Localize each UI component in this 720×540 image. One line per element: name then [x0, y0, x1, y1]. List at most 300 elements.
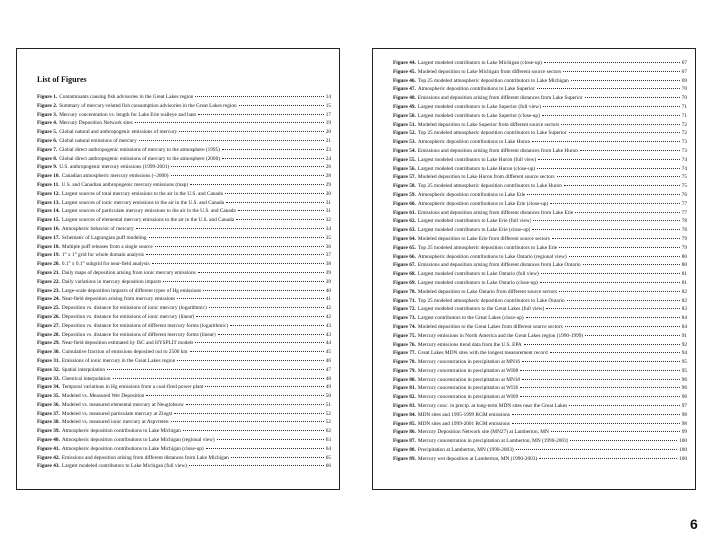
figure-page-number: 62: [325, 428, 331, 435]
figure-label: Figure 46.: [393, 77, 416, 84]
dot-leader: [575, 212, 679, 213]
figure-title: Multiple puff releases from a single source: [61, 243, 153, 250]
figure-page-number: 75: [681, 174, 687, 181]
figure-title: Modeled deposition to the Great Lakes from different source sectors: [417, 323, 563, 330]
figure-entry: [37, 146, 331, 155]
figure-entry: [393, 402, 687, 411]
figure-title: Mercury concentration in precipitation at MN16: [417, 359, 521, 366]
dot-leader: [569, 405, 680, 406]
figure-entry: [393, 244, 687, 253]
figure-label: Figure 29.: [37, 340, 60, 347]
figure-entry: [37, 243, 331, 252]
figure-entry: [393, 305, 687, 314]
figure-entry: [37, 375, 331, 384]
figure-entry: [37, 207, 331, 216]
dot-leader: [206, 448, 324, 449]
figure-page-number: 92: [681, 341, 687, 348]
figure-title: Global natural emissions of mercury: [59, 137, 137, 144]
figure-label: Figure 60.: [393, 200, 416, 207]
dot-leader: [551, 431, 680, 432]
figure-page-number: 84: [681, 315, 687, 322]
dot-leader: [203, 290, 324, 291]
figure-page-number: 79: [681, 235, 687, 242]
dot-leader: [113, 378, 324, 379]
dot-leader: [538, 159, 680, 160]
figure-title: Mercury concentration in precipitation at WI36: [417, 385, 519, 392]
dot-leader: [186, 404, 324, 405]
figure-title: Atmospheric deposition contributions to Lake Erie (close-up): [417, 200, 549, 207]
figure-page-number: 74: [681, 156, 687, 163]
figure-title: Summary of mercury-related fish consumption advisories in the Great Lakes region: [59, 102, 237, 109]
dot-leader: [177, 298, 323, 299]
figure-title: Modeled vs. measured elemental mercury at Neuglobsow: [61, 401, 184, 408]
figure-page-number: 95: [681, 367, 687, 374]
dot-leader: [196, 316, 323, 317]
figure-entry: [393, 77, 687, 86]
figure-page-number: 21: [325, 137, 331, 144]
figure-label: Figure 17.: [37, 234, 60, 241]
figure-title: Global direct anthropogenic emissions of mercury to the atmosphere (2000): [59, 155, 220, 162]
figure-page-number: 51: [325, 401, 331, 408]
figure-title: Modeled deposition to Lake Michigan from different source sectors: [417, 68, 562, 75]
dot-leader: [177, 360, 323, 361]
figure-label: Figure 51.: [393, 121, 416, 128]
figure-entry: [393, 288, 687, 297]
figure-title: Daily variations in mercury deposition impacts: [61, 278, 162, 285]
figure-title: Largest modeled contributors to Lake Erie (close-up): [417, 227, 531, 234]
figure-entry: [37, 313, 331, 322]
figure-label: Figure 34.: [37, 384, 60, 391]
figure-page-number: 52: [325, 410, 331, 417]
figure-label: Figure 43.: [37, 463, 60, 470]
figure-title: Chemical interpolation: [61, 375, 111, 382]
figure-entry: [37, 348, 331, 357]
figure-entry: [37, 295, 331, 304]
figure-title: Mercury concentration in precipitation at MN18: [417, 376, 521, 383]
figure-page-number: 77: [681, 200, 687, 207]
figure-page-number: 15: [325, 102, 331, 109]
dot-leader: [520, 387, 679, 388]
figure-title: Deposition vs. distance for emissions of different mercury forms (linear): [61, 331, 216, 338]
figure-label: Figure 80.: [393, 376, 416, 383]
figure-title: Atmospheric deposition contributions to Lake Michigan (regional view): [61, 437, 215, 444]
figure-title: Largest modeled contributors to Lake Ontario (full view): [417, 271, 539, 278]
figure-entry: [393, 235, 687, 244]
slide-page-number: 6: [690, 516, 698, 532]
figure-label: Figure 47.: [393, 86, 416, 93]
figure-page-number: 70: [681, 95, 687, 102]
figure-page-number: 81: [681, 279, 687, 286]
figure-list-left: [37, 93, 331, 471]
figure-page-number: 64: [325, 445, 331, 452]
figure-label: Figure 66.: [393, 253, 416, 260]
dot-leader: [179, 131, 324, 132]
figure-page-number: 96: [681, 385, 687, 392]
figure-page-number: 32: [325, 217, 331, 224]
figure-label: Figure 42.: [37, 454, 60, 461]
dot-leader: [524, 344, 680, 345]
figure-title: Large-scale deposition impacts of different types of Hg emissions: [61, 287, 202, 294]
figure-label: Figure 11.: [37, 181, 60, 188]
dot-leader: [542, 115, 680, 116]
figure-label: Figure 14.: [37, 208, 60, 215]
figure-page-number: 44: [325, 340, 331, 347]
figure-label: Figure 31.: [37, 357, 60, 364]
figure-page-number: 29: [325, 181, 331, 188]
figure-page-number: 42: [325, 313, 331, 320]
figure-page-number: 100: [679, 438, 687, 445]
dot-leader: [107, 369, 324, 370]
figure-entry: [393, 437, 687, 446]
dot-leader: [563, 71, 679, 72]
figure-title: Modeled vs. measured ionic mercury at Aspvreten: [61, 419, 169, 426]
figure-entry: [37, 128, 331, 137]
figure-title: Largest modeled contributors to Lake Michigan (close-up): [417, 60, 542, 66]
figure-page-number: 45: [325, 349, 331, 356]
figure-page-number: 71: [681, 112, 687, 119]
figure-label: Figure 89.: [393, 455, 416, 462]
figure-entry: [393, 85, 687, 94]
figure-title: Mercury concentration vs. length for Lake Erie walleye and bass: [59, 111, 197, 118]
figure-label: Figure 16.: [37, 225, 60, 232]
figure-page-number: 67: [681, 68, 687, 75]
figure-entry: [37, 445, 331, 454]
figure-page-number: 42: [325, 305, 331, 312]
dot-leader: [230, 325, 324, 326]
figure-label: Figure 5.: [37, 129, 58, 136]
dot-leader: [146, 395, 323, 396]
figure-page-number: 28: [325, 173, 331, 180]
figure-entry: [393, 420, 687, 429]
dot-leader: [218, 334, 324, 335]
figure-entry: [393, 297, 687, 306]
dot-leader: [238, 210, 324, 211]
dot-leader: [222, 158, 324, 159]
figure-entry: [393, 253, 687, 262]
dot-leader: [540, 282, 680, 283]
dot-leader: [209, 307, 324, 308]
figure-label: Figure 86.: [393, 429, 416, 436]
figure-entry: [393, 138, 687, 147]
figure-label: Figure 7.: [37, 146, 58, 153]
figure-page-number: 100: [679, 447, 687, 454]
figure-entry: [37, 260, 331, 269]
figure-title: Mercury wet deposition at Lamberton, MN (1990-2003): [417, 455, 538, 462]
figure-title: Atmospheric behavior of mercury: [61, 225, 134, 232]
figure-title: 0.1° x 0.1° subgrid for near-field analysis: [61, 261, 150, 268]
figure-label: Figure 79.: [393, 367, 416, 374]
figure-entry: [393, 261, 687, 270]
figure-title: Spatial interpolation: [61, 366, 105, 373]
figure-entry: [37, 225, 331, 234]
figure-page-number: 52: [325, 419, 331, 426]
dot-leader: [532, 229, 679, 230]
figure-title: Cumulative fraction of emissions deposited out to 2500 km: [61, 349, 188, 356]
dot-leader: [135, 122, 324, 123]
figure-label: Figure 28.: [37, 331, 60, 338]
figure-label: Figure 25.: [37, 305, 60, 312]
figure-page-number: 80: [681, 253, 687, 260]
figure-title: Largest sources of ionic mercury emissions to the air in the U.S. and Canada: [61, 199, 225, 206]
figure-entry: [37, 102, 331, 111]
figure-page-number: 67: [681, 60, 687, 66]
figure-page-number: 91: [681, 332, 687, 339]
figure-title: Schematic of Lagrangian puff modeling: [61, 234, 147, 241]
figure-page-number: 46: [325, 357, 331, 364]
figure-entry: [37, 181, 331, 190]
dot-leader: [527, 194, 679, 195]
figure-page-number: 65: [325, 454, 331, 461]
dot-leader: [516, 449, 677, 450]
figure-entry: [393, 68, 687, 77]
figure-label: Figure 58.: [393, 183, 416, 190]
dot-leader: [546, 308, 679, 309]
figure-title: Largest modeled contributors to Lake Superior (full view): [417, 103, 541, 110]
figure-entry: [393, 393, 687, 402]
figure-title: Atmospheric deposition contributions to Lake Huron: [417, 139, 531, 146]
figure-title: Modeled deposition to Lake Superior from different source sectors: [417, 121, 560, 128]
figure-title: Mercury concentration in precipitation at WI08: [417, 367, 519, 374]
figure-title: Contaminants causing fish advisories in the Great Lakes region: [59, 94, 194, 100]
figure-label: Figure 65.: [393, 244, 416, 251]
dot-leader: [225, 193, 324, 194]
dot-leader: [139, 140, 324, 141]
figure-title: Deposition vs. distance for emissions of different mercury forms (logarithmic): [61, 322, 228, 329]
figure-entry: [393, 94, 687, 103]
figure-page-number: 99: [681, 429, 687, 436]
dot-leader: [239, 105, 324, 106]
figure-entry: [37, 410, 331, 419]
figure-title: Modeled deposition to Lake Huron from different source sectors: [417, 174, 555, 181]
figure-page-number: 40: [325, 287, 331, 294]
figure-label: Figure 59.: [393, 191, 416, 198]
dot-leader: [236, 219, 324, 220]
figure-title: Largest sources of particulate mercury emissions to the air in the U.S. and Canada: [61, 208, 236, 215]
dot-leader: [512, 414, 680, 415]
figure-entry: [393, 455, 687, 464]
figure-title: Modeled deposition to Lake Erie from different source sectors: [417, 235, 550, 242]
figure-title: Emissions and deposition arising from different distances from Lake Superior: [417, 95, 583, 102]
figure-entry: [393, 341, 687, 350]
figure-entry: [393, 165, 687, 174]
dot-leader: [146, 254, 324, 255]
figure-page-number: 30: [325, 190, 331, 197]
figure-page-number: 50: [325, 393, 331, 400]
figure-title: Near-field deposition estimated by ISC and HYSPLIT models: [61, 340, 194, 347]
figure-entry: [393, 209, 687, 218]
figure-label: Figure 78.: [393, 359, 416, 366]
figure-title: Largest modeled contributors to Lake Huron (close-up): [417, 165, 536, 172]
figure-label: Figure 84.: [393, 411, 416, 418]
figure-entry: [37, 251, 331, 260]
dot-leader: [552, 238, 680, 239]
figure-title: Emissions of ionic mercury in the Great Lakes region: [61, 357, 176, 364]
figure-entry: [37, 392, 331, 401]
figure-label: Figure 15.: [37, 217, 60, 224]
figure-title: Emissions and deposition arising from different distances from Lake Huron: [417, 147, 578, 154]
figure-entry: [393, 358, 687, 367]
figure-label: Figure 72.: [393, 306, 416, 313]
dot-leader: [163, 281, 323, 282]
figure-label: Figure 21.: [37, 269, 60, 276]
figure-page-number: 43: [325, 331, 331, 338]
figure-title: Global natural and anthropogenic emissions of mercury: [59, 129, 178, 136]
figure-entry: [37, 119, 331, 128]
figure-page-number: 72: [681, 130, 687, 137]
figure-title: Modeled vs. Measured Wet Deposition: [61, 393, 145, 400]
dot-leader: [561, 124, 679, 125]
figure-page-number: 19: [325, 120, 331, 127]
figure-entry: [393, 103, 687, 112]
figure-label: Figure 38.: [37, 419, 60, 426]
figure-entry: [37, 269, 331, 278]
figure-title: Largest contributors to the Great Lakes (close-up): [417, 315, 524, 322]
figure-label: Figure 13.: [37, 199, 60, 206]
figure-entry: [393, 384, 687, 393]
figure-title: Mercury Deposition Network sites: [59, 120, 133, 127]
dot-leader: [537, 168, 680, 169]
dot-leader: [222, 149, 324, 150]
figure-title: Mercury emissions trend data from the U.S. EPA: [417, 341, 522, 348]
figure-page-number: 78: [681, 218, 687, 225]
figure-entry: [393, 59, 687, 68]
figure-label: Figure 74.: [393, 323, 416, 330]
figure-label: Figure 19.: [37, 252, 60, 259]
figure-label: Figure 49.: [393, 103, 416, 110]
figure-label: Figure 33.: [37, 375, 60, 382]
figure-label: Figure 6.: [37, 137, 58, 144]
figure-title: Largest modeled contributors to Lake Superior (close-up): [417, 112, 540, 119]
figure-page-number: 98: [681, 420, 687, 427]
dot-leader: [571, 80, 680, 81]
figure-entry: [37, 137, 331, 146]
figure-title: Top 25 modeled atmospheric deposition contributors to Lake Huron: [417, 183, 562, 190]
figure-entry: [37, 287, 331, 296]
dot-leader: [189, 465, 324, 466]
figure-title: Atmospheric deposition contributions to Lake Erie: [417, 191, 526, 198]
dot-leader: [171, 166, 323, 167]
dot-leader: [522, 361, 680, 362]
dot-leader: [526, 317, 680, 318]
dot-leader: [174, 413, 323, 414]
figure-page-number: 100: [679, 455, 687, 462]
figure-title: MDN sites and 1999-2001 RGM emissions: [417, 420, 510, 427]
figure-entry: [393, 376, 687, 385]
figure-entry: [37, 111, 331, 120]
figure-label: Figure 73.: [393, 315, 416, 322]
figure-page-number: 66: [325, 463, 331, 470]
figure-title: Largest sources of elemental mercury emissions to the air in the U.S. and Canada: [61, 217, 235, 224]
figure-entry: [37, 427, 331, 436]
figure-label: Figure 57.: [393, 174, 416, 181]
figure-entry: [37, 418, 331, 427]
figure-title: Atmospheric deposition contributions to Lake Michigan (close-up): [61, 445, 204, 452]
figure-title: Top 25 modeled atmospheric deposition contributors to Lake Ontario: [417, 297, 565, 304]
figure-page-number: 94: [681, 350, 687, 357]
dot-leader: [550, 203, 680, 204]
figure-entry: [37, 462, 331, 471]
figure-entry: [393, 129, 687, 138]
figure-page-number: 49: [325, 384, 331, 391]
figure-entry: [393, 191, 687, 200]
dot-leader: [569, 132, 680, 133]
figure-title: Mercury emissions in North America and the Great Lakes region (1990-1999): [417, 332, 584, 339]
figure-title: Precipitation at Lamberton, MN (1990-2003): [417, 447, 514, 454]
figure-title: Daily maps of deposition arising from ionic mercury emissions: [61, 269, 196, 276]
figure-entry: [37, 383, 331, 392]
list-of-figures-heading: List of Figures: [37, 75, 87, 84]
figure-entry: [393, 173, 687, 182]
dot-leader: [543, 106, 680, 107]
dot-leader: [544, 62, 680, 63]
figure-page-number: 17: [325, 111, 331, 118]
figure-title: Largest sources of total mercury emissions to the air in the U.S. and Canada: [61, 190, 223, 197]
figure-label: Figure 23.: [37, 287, 60, 294]
figure-title: Deposition vs. distance for emissions of ionic mercury (linear): [61, 313, 195, 320]
figure-label: Figure 71.: [393, 297, 416, 304]
figure-page-number: 24: [325, 155, 331, 162]
figure-label: Figure 63.: [393, 227, 416, 234]
figure-entry: [393, 428, 687, 437]
dot-leader: [533, 220, 679, 221]
figure-label: Figure 56.: [393, 165, 416, 172]
figure-page-number: 34: [325, 225, 331, 232]
figure-title: Largest modeled contributors to Lake Erie (full view): [417, 218, 532, 225]
figure-label: Figure 35.: [37, 393, 60, 400]
right-document-page: [372, 48, 696, 490]
figure-page-number: 96: [681, 394, 687, 401]
figure-entry: [393, 182, 687, 191]
figure-label: Figure 37.: [37, 410, 60, 417]
figure-page-number: 36: [325, 243, 331, 250]
figure-page-number: 82: [681, 288, 687, 295]
figure-page-number: 71: [681, 103, 687, 110]
figure-label: Figure 62.: [393, 218, 416, 225]
figure-entry: [393, 121, 687, 130]
figure-entry: [37, 366, 331, 375]
dot-leader: [580, 150, 680, 151]
figure-label: Figure 44.: [393, 60, 416, 66]
figure-title: MDN sites and 1995-1999 RGM emissions: [417, 411, 510, 418]
figure-page-number: 69: [681, 77, 687, 84]
figure-label: Figure 50.: [393, 112, 416, 119]
figure-label: Figure 83.: [393, 403, 416, 410]
figure-title: Canadian atmospheric mercury emissions (~2000): [61, 173, 169, 180]
figure-entry: [393, 217, 687, 226]
figure-label: Figure 27.: [37, 322, 60, 329]
dot-leader: [583, 264, 680, 265]
figure-page-number: 20: [325, 129, 331, 136]
figure-label: Figure 20.: [37, 261, 60, 268]
dot-leader: [537, 88, 680, 89]
figure-title: Largest modeled contributors to Lake Huron (full view): [417, 156, 537, 163]
dot-leader: [569, 256, 680, 257]
figure-title: Mercury Deposition Network site (MN27) at Lamberton, MN: [417, 429, 549, 436]
figure-page-number: 84: [681, 323, 687, 330]
figure-title: Atmospheric deposition contributions to Lake Michigan: [61, 428, 181, 435]
dot-leader: [570, 440, 677, 441]
figure-page-number: 79: [681, 244, 687, 251]
figure-title: Near-field deposition arising from mercury emissions: [61, 296, 176, 303]
figure-title: U.S. anthropogenic mercury emissions (1999-2001): [59, 164, 170, 171]
figure-title: Global direct anthropogenic emissions of mercury to the atmosphere (1995): [59, 146, 220, 153]
figure-title: Emissions and deposition arising from different distances from Lake Erie: [417, 209, 574, 216]
figure-label: Figure 68.: [393, 271, 416, 278]
figure-title: U.S. and Canadian anthropogenic mercury emissions (map): [61, 181, 189, 188]
figure-page-number: 47: [325, 366, 331, 373]
figure-label: Figure 40.: [37, 437, 60, 444]
dot-leader: [171, 421, 324, 422]
